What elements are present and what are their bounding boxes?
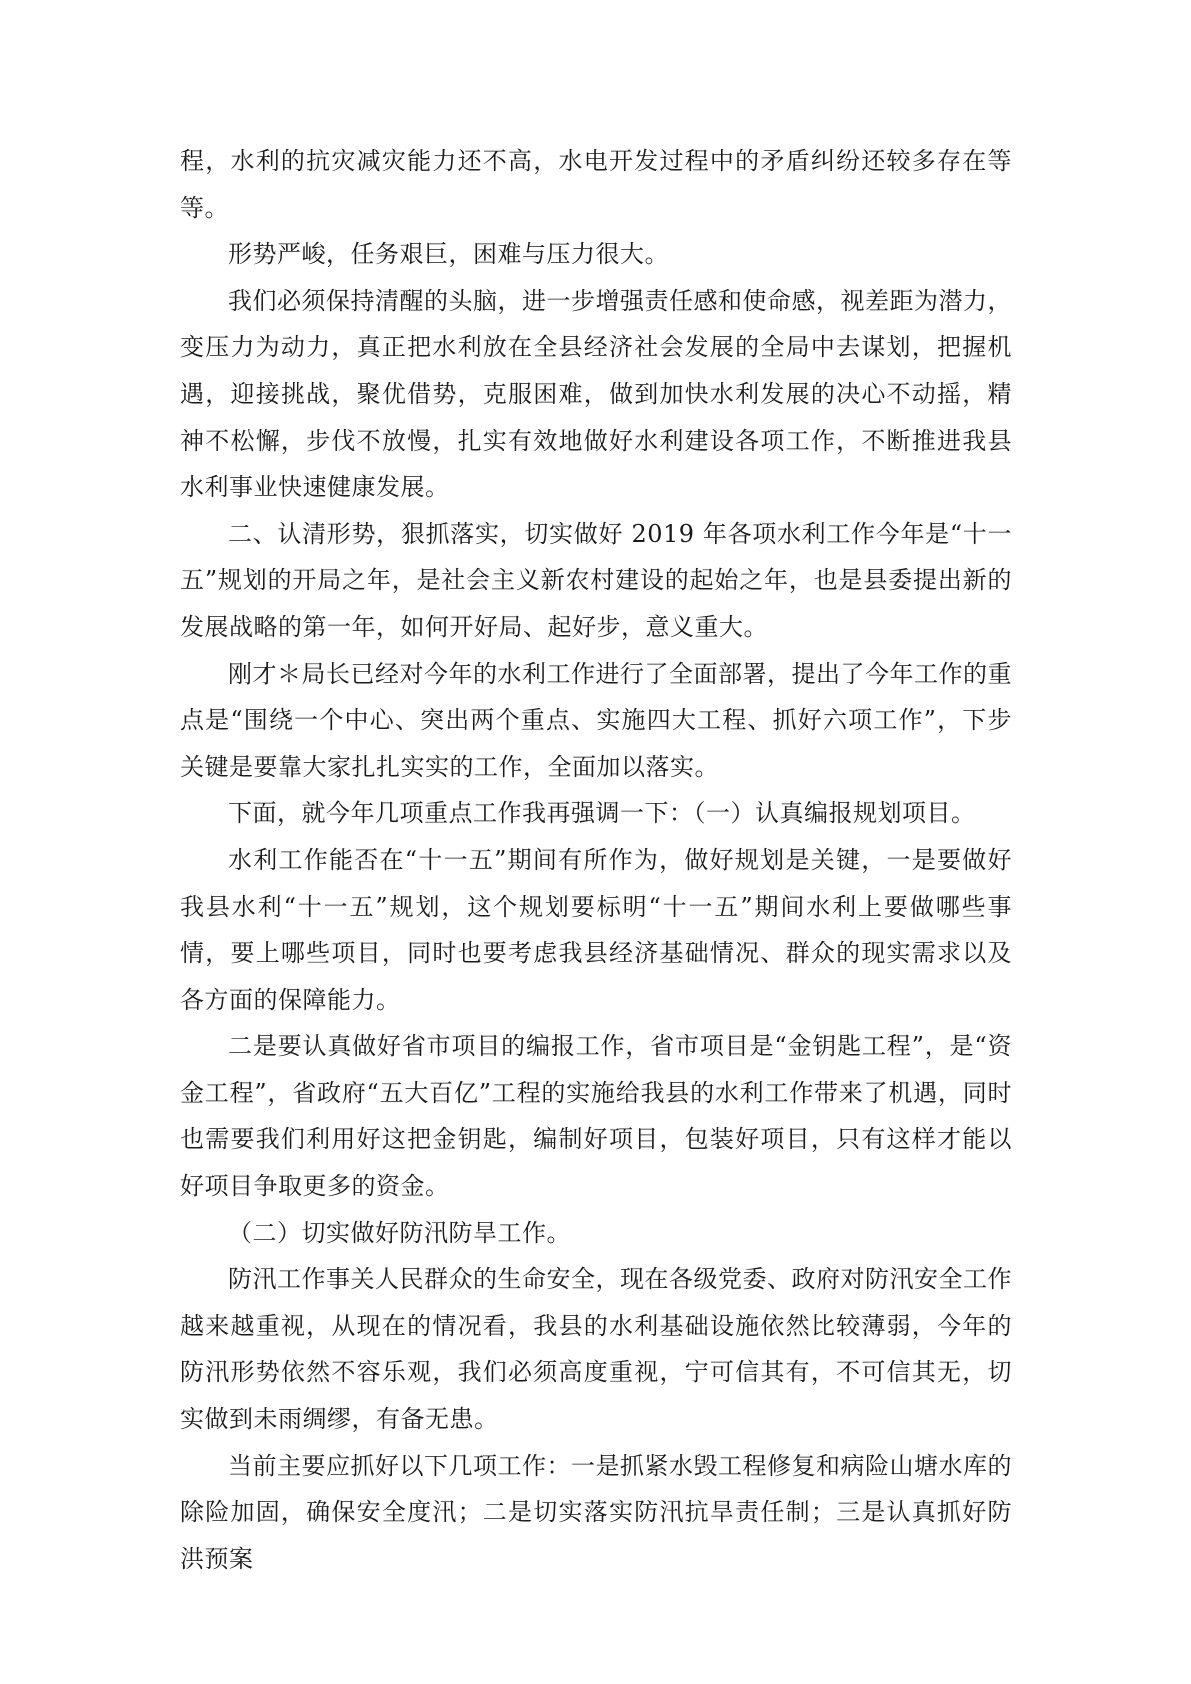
paragraph-8: 二是要认真做好省市项目的编报工作，省市项目是“金钥匙工程”，是“资金工程”，省政府“五大百亿”工程的实施给我县的水利工作带来了机遇，同时也需要我们利用好这把金钥匙，编制好项目，包装好项目，只有这样才能以好项目争取更多的资金。 (180, 1032, 1012, 1201)
section-heading: （二）切实做好防汛防旱工作。 (228, 1218, 571, 1247)
paragraph-10: 防汛工作事关人民群众的生命安全，现在各级党委、政府对防汛安全工作越来越重视，从现在的情况看，我县的水利基础设施依然比较薄弱，今年的防汛形势依然不容乐观，我们必须高度重视，宁可信其有，不可信其无，切实做到未雨绸缪，有备无患。 (180, 1265, 1012, 1434)
paragraph-1: 程，水利的抗灾减灾能力还不高，水电开发过程中的矛盾纠纷还较多存在等等。 (180, 147, 1012, 222)
paragraph-4: 二、认清形势，狠抓落实，切实做好 2019 年各项水利工作今年是“十一五”规划的开局之年，是社会主义新农村建设的起始之年，也是县委提出新的发展战略的第一年，如何开好局、起好步，意义重大。 (180, 519, 1012, 641)
paragraph-5: 刚才＊局长已经对今年的水利工作进行了全面部署，提出了今年工作的重点是“围绕一个中心、突出两个重点、实施四大工程、抓好六项工作”，下步关键是要靠大家扎扎实实的工作，全面加以落实。 (180, 659, 1012, 781)
paragraph-11: 当前主要应抓好以下几项工作：一是抓紧水毁工程修复和病险山塘水库的除险加固，确保安全度汛；二是切实落实防汛抗旱责任制；三是认真抓好防洪预案 (180, 1451, 1012, 1573)
paragraph-6: 下面，就今年几项重点工作我再强调一下：（一）认真编报规划项目。 (228, 799, 976, 828)
paragraph-3: 我们必须保持清醒的头脑，进一步增强责任感和使命感，视差距为潜力，变压力为动力，真正把水利放在全县经济社会发展的全局中去谋划，把握机遇，迎接挑战，聚优借势，克服困难，做到加快水利发展的决心不动摇，精神不松懈，步伐不放慢，扎实有效地做好水利建设各项工作，不断推进我县水利事业快速健康发展。 (180, 286, 1012, 502)
document-body (180, 138, 1012, 1582)
paragraph-7: 水利工作能否在“十一五”期间有所作为，做好规划是关键，一是要做好我县水利“十一五”规划，这个规划要标明“十一五”期间水利上要做哪些事情，要上哪些项目，同时也要考虑我县经济基础情况、群众的现实需求以及各方面的保障能力。 (180, 845, 1012, 1014)
paragraph-2: 形势严峻，任务艰巨，困难与压力很大。 (228, 240, 669, 269)
